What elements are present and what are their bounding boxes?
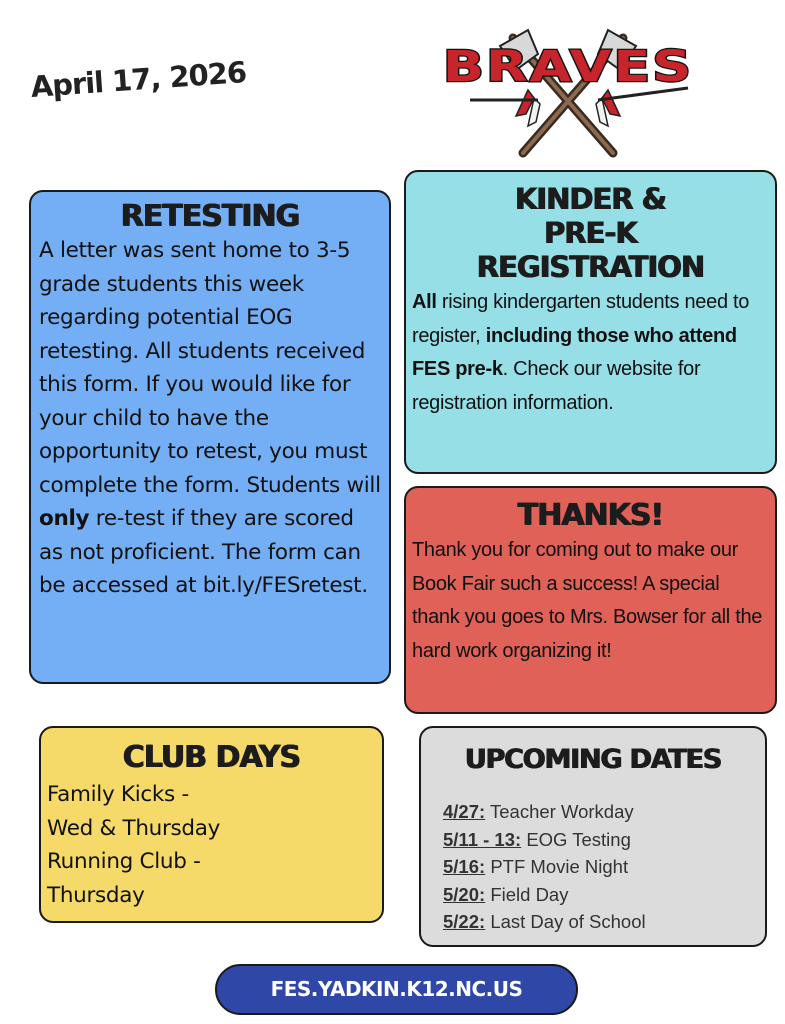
list-item: 5/16: PTF Movie Night (443, 856, 629, 877)
kinder-registration-section (404, 170, 777, 474)
retesting-title: RETESTING (120, 199, 300, 234)
upcoming-title: UPCOMING DATES (464, 744, 722, 775)
newsletter-date: April 17, 2026 (29, 55, 248, 104)
event-date: 5/22 (443, 911, 480, 932)
kinder-body (412, 286, 769, 420)
club-line-1: Family Kicks - (47, 782, 189, 807)
event-date: 5/20 (443, 883, 480, 905)
club-days-title: CLUB DAYS (122, 740, 301, 775)
kinder-title-line-3: REGISTRATION (476, 250, 705, 284)
club-line-2: Wed & Thursday (47, 815, 221, 841)
thanks-section (404, 486, 777, 714)
list-item: 5/22: Last Day of School (443, 911, 646, 932)
event-date: 5/11 - 13 (443, 828, 516, 850)
event-name: Last Day of School (485, 911, 646, 932)
website-link[interactable]: FES.YADKIN.K12.NC.US (215, 964, 578, 1015)
event-date: 4/27 (443, 801, 480, 822)
event-date: 5/16 (443, 856, 480, 877)
kinder-bold-1: All (412, 291, 437, 313)
thanks-body: Thank you for coming out to make our Book Fair such a success! A special thank you goes to Mrs. Bowser for all the hard work organizing it! (412, 539, 763, 662)
kinder-title-line-1: KINDER & (514, 182, 667, 216)
kinder-bold-2: including those who attend FES pre-k (412, 324, 737, 380)
club-days-section (39, 726, 384, 923)
kinder-title-line-2: PRE-K (544, 216, 637, 250)
list-item: 5/20: Field Day (443, 883, 569, 905)
kinder-text-1: rising kindergarten students need to register, (412, 291, 750, 347)
event-name: Teacher Workday (485, 801, 634, 822)
retesting-text-2: re-test if they are scored as not proficient. The form can be accessed at bit.ly/FESretest. (39, 506, 368, 598)
club-line-4: Thursday (47, 882, 145, 908)
retesting-text-1: A letter was sent home to 3-5 grade students this week regarding potential EOG retesting. All students received this form. If you would like for your child to have the opportunity to retest, you must complete the form. Students will (39, 238, 381, 498)
upcoming-list (443, 798, 759, 936)
event-name: PTF Movie Night (485, 856, 629, 877)
list-item: 4/27: Teacher Workday (443, 801, 634, 822)
kinder-text-2: . Check our website for registration information. (412, 358, 701, 414)
retesting-emphasis: only (39, 506, 90, 531)
braves-logo-text: BRAVES (442, 41, 694, 92)
event-name: EOG Testing (521, 828, 631, 850)
event-name: Field Day (485, 883, 569, 905)
list-item: 5/11 - 13: EOG Testing (443, 828, 631, 850)
retesting-section (29, 190, 391, 684)
kinder-title (412, 182, 769, 284)
retesting-body (39, 234, 381, 603)
upcoming-dates-section (419, 726, 767, 947)
club-line-3: Running Club - (47, 849, 201, 874)
thanks-title: THANKS! (517, 498, 664, 533)
braves-logo (388, 28, 748, 158)
